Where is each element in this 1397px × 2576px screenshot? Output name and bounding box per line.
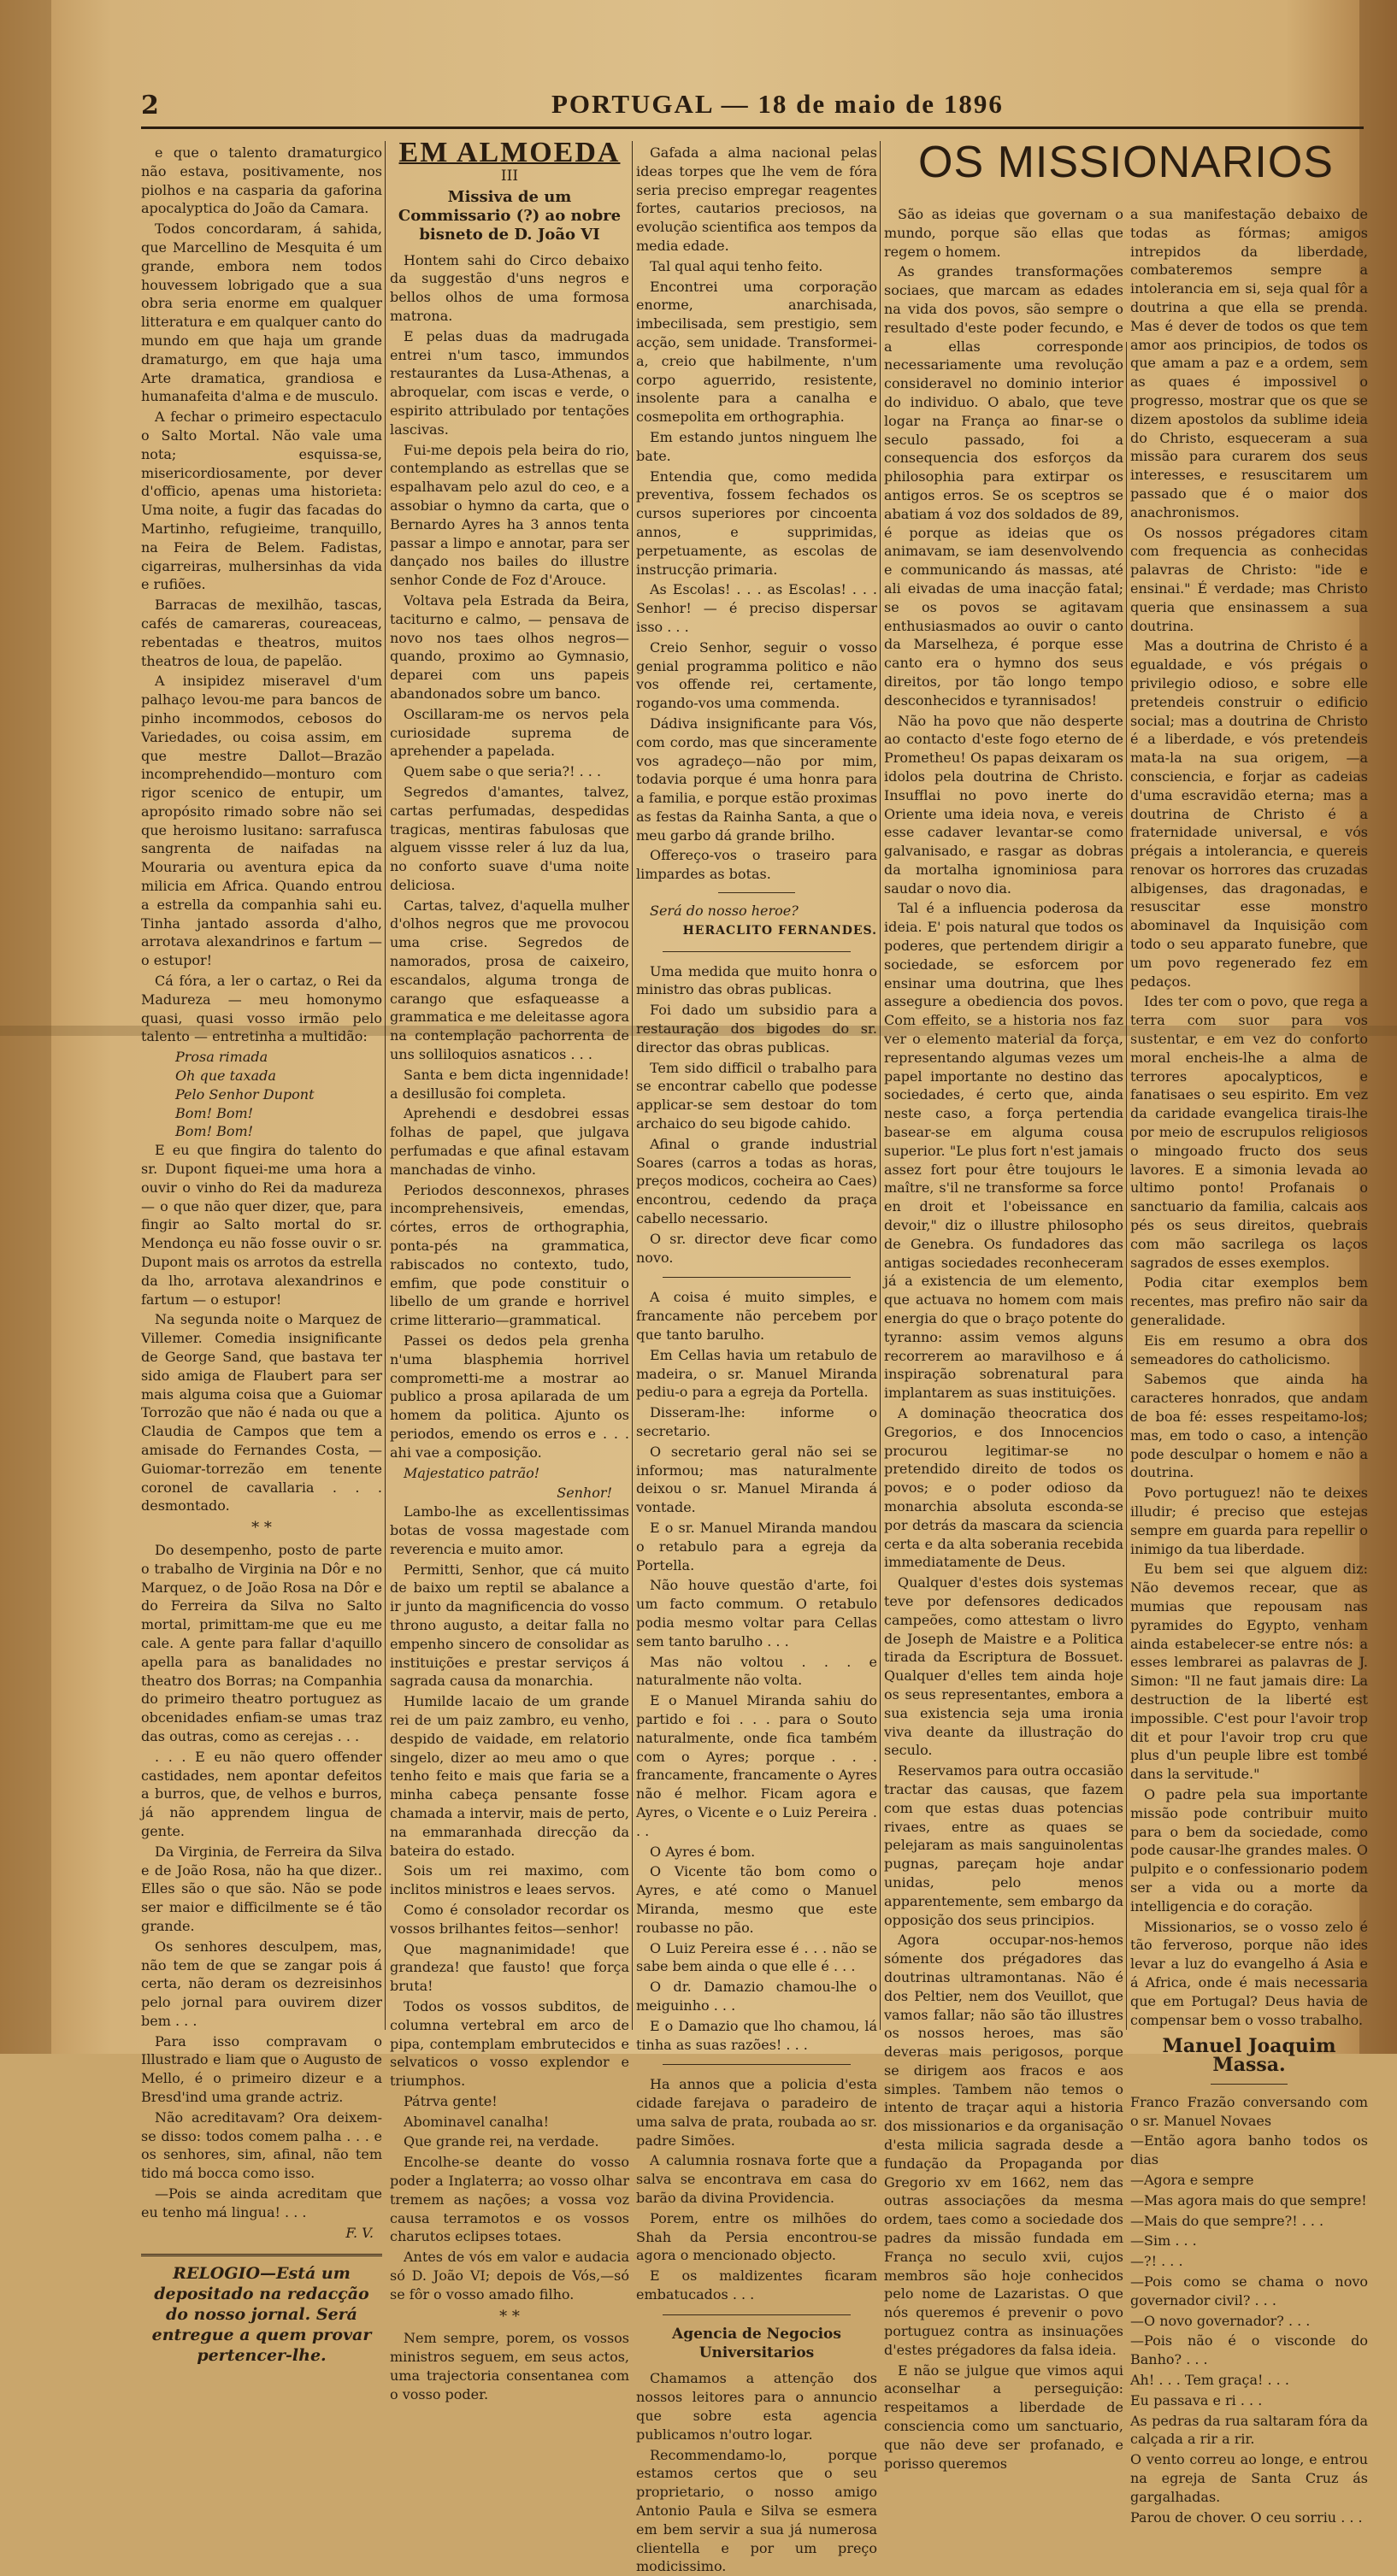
divider	[1211, 2084, 1288, 2085]
paragraph: E os maldizentes ficaram embatucados . . .	[636, 2267, 877, 2303]
column-2	[390, 137, 629, 2403]
dialogue-line: —Sim . . .	[1130, 2232, 1197, 2250]
paragraph: Cartas, talvez, d'aquella mulher d'olhos negros que me provocou uma crise. Segredos de namorados, prosa de caixeiro, escandalos, alguma tronga de carango que esfaqueasse a grammatica e me deleitasse agora na contemplação pachorrenta de uns solliloquios asnaticos . . .	[390, 897, 629, 1063]
verse-line: Bom! Bom!	[175, 1123, 254, 1140]
paragraph: Não acreditavam? Ora deixem-se disso: todos comem palha . . . e os senhores, sim, afinal, não tem tido má bocca como isso.	[141, 2108, 382, 2182]
paragraph: Em Cellas havia um retabulo de madeira, o sr. Manuel Miranda pediu-o para a egreja da Portella.	[636, 1346, 877, 1401]
relogio-notice: RELOGIO—Está um depositado na redacção do nosso jornal. Será entregue a quem provar pertencer-lhe.	[141, 2254, 382, 2366]
paragraph: Creio Senhor, seguir o vosso genial programma politico e não vos offende rei, certamente, rogando-vos uma commenda.	[636, 638, 877, 712]
paragraph: Encontrei uma corporação enorme, anarchisada, imbecilisada, sem prestigio, sem acção, sem unidade. Transformei-a, creio que habilmente, n'um corpo aguerrido, resistente, insolente para a canalha e cosmepolita em orthographia.	[636, 278, 877, 426]
paragraph: Permitti, Senhor, que cá muito de baixo um reptil se abalance a ir junto da magnificencia do vosso throno augusto, a deitar falla no empenho sincero de consolidar as instituições e prestar serviços á sagrada causa da monarchia.	[390, 1561, 629, 1690]
paragraph: A fechar o primeiro espectaculo o Salto Mortal. Não vale uma nota; esquissa-se, misericordiosamente, por dever d'officio, apenas uma historieta: Uma noite, a fugir das facadas do Martinho, refugieime, tranquillo, na Feira de Belem. Fadistas, cigarreiras, mulhersinhas da vida e rufiões.	[141, 409, 382, 593]
paragraph: Os nossos prégadores citam com frequencia as conhecidas palavras de Christo: "ide e ensinai." É verdade; mas Christo queria que ensinassem a sua doutrina.	[1130, 524, 1368, 634]
masthead: PORTUGAL — 18 de maio de 1896	[551, 89, 1004, 119]
paragraph: Reservamos para outra occasião tractar das causas, que fazem com que estas duas potencias rivaes, entre as quaes se pelejaram as mais sanguinolentas pugnas, pareçam hoje andar unidas, pelo menos apparentemente, sem embargo da opposição dos seus principios.	[884, 1762, 1123, 1928]
paragraph: Segredos d'amantes, talvez, cartas perfumadas, despedidas tragicas, mentiras fabulosas que alguem vissse reler á luz da lua, no conforto suave d'uma noite deliciosa.	[390, 783, 629, 893]
dialogue-line: —Pois como se chama o novo governador civil? . . .	[1130, 2273, 1368, 2308]
paragraph: Barracas de mexilhão, tascas, cafés de camareras, coureaceas, rebentadas e theatros, muitos theatros de loua, de papelão.	[141, 597, 382, 669]
paragraph: Eu bem sei que alguem diz: Não devemos recear, que as mumias que repousam nas pyramides do Egypto, venham ainda estabelecer-se entre nós: a esses lembrarei as palavras de J. Simon: "Il ne faut jamais dire: La destruction de la liberté est impossible. C'est pour l'avoir trop dit et pour l'avoir trop cru que plus d'un peuple libre est tombé dans la servitude."	[1130, 1561, 1368, 1783]
paragraph: Sois um rei maximo, com inclitos ministros e leaes servos.	[390, 1862, 629, 1898]
paragraph: O sr. director deve ficar como novo.	[636, 1230, 877, 1266]
paragraph: Recommendamo-lo, porque estamos certos que o seu proprietario, o nosso amigo Antonio Paula e Silva se esmera em bem servir a sua já numerosa clientella e por um preço modicissimo.	[636, 2446, 877, 2575]
paragraph: Todos concordaram, á sahida, que Marcellino de Mesquita é um grande, embora nem todos houvessem lobrigado que a sua obra seria enorme em qualquer litteratura e em qualquer canto do mundo em que haja um grande dramaturgo, em que haja uma Arte dramatica, grandiosa e humanafeita d'alma e de musculo.	[141, 221, 382, 405]
part-number: III	[500, 167, 519, 185]
paragraph: O padre pela sua importante missão pode contribuir muito para o bem da sociedade, como pode causar-lhe grandes males. O pulpito e o confessionario podem ser a vida ou a morte da intelligencia e do coração.	[1130, 1785, 1368, 1914]
paragraph: A calumnia rosnava forte que a salva se encontrava em casa do barão da divina Providencia.	[636, 2152, 877, 2207]
paragraph: Mas não voltou . . . e naturalmente não volta.	[636, 1653, 877, 1689]
paragraph: E o Manuel Miranda sahiu do partido e foi . . . para o Souto naturalmente, onde fica também com o Ayres; porque . . . francamente, francamente o Ayres não é melhor. Ficam agora e Ayres, o Vicente e o Luiz Pereira . . .	[636, 1692, 877, 1839]
paragraph: Ha annos que a policia d'esta cidade farejava o paradeiro de uma salva de prata, roubada ao sr. padre Simões.	[636, 2076, 877, 2149]
paragraph: Povo portuguez! não te deixes illudir; é preciso que estejas sempre em guarda para repellir o inimigo da tua liberdade.	[1130, 1485, 1368, 1557]
paragraph: Pátrva gente!	[404, 2092, 498, 2109]
paragraph: E eu que fingira do talento do sr. Dupont fiquei-me uma hora a ouvir o vinho do Rei da madureza — o que não quer dizer, que, para fingir ao Salto mortal do sr. Mendonça eu não fosse ouvir o sr. Dupont mais os arrotos da estrella da lho, arrotava alexandrinos e fartum — o estupor!	[141, 1142, 382, 1308]
paragraph: Chamamos a attenção dos nossos leitores para o annuncio que sobre esta agencia publicamos n'outro logar.	[636, 2370, 877, 2443]
paragraph: Abominavel canalha!	[404, 2113, 550, 2130]
paragraph: Cá fóra, a ler o cartaz, o Rei da Madureza — meu homonymo quasi, quasi vosso irmão pelo talento — entretinha a multidão:	[141, 973, 382, 1045]
paragraph: Afinal o grande industrial Soares (carros a todas as horas, preços modicos, cocheira ao Caes) encontrou, cedendo da praça cabello necessario.	[636, 1135, 877, 1227]
column-1	[141, 144, 382, 2366]
article-title-missionarios: OS MISSIONARIOS	[918, 138, 1334, 187]
paragraph: O secretario geral não sei se informou; mas naturalmente deixou o sr. Manuel Miranda á vontade.	[636, 1443, 877, 1516]
paragraph: O dr. Damazio chamou-lhe o meiguinho . . .	[636, 1979, 877, 2014]
column-rule	[1126, 342, 1127, 2030]
paragraph: Hontem sahi do Circo debaixo da suggestão d'uns negros e bellos olhos de uma formosa matrona.	[390, 251, 629, 324]
column-5	[1130, 205, 1368, 2526]
paragraph: Na segunda noite o Marquez de Villemer. Comedia insignificante de George Sand, que bastava ter sido amiga de Flaubert para ser mais alguma coisa que a Guiomar Torrozão que não é nada ou que a Claudia de Campos que tem a amisade do Fernandes Costa, — Guiomar-torrezão em tenente coronel de cavallaria . . . desmontado.	[141, 1311, 382, 1514]
paragraph: Agora occupar-nos-hemos sómente dos prégadores das doutrinas ultramontanas. Não é dos Peltier, nem dos Veuillot, que vamos fallar; não são tão illustres os nossos heroes, mas são deveras mais perigosos, porque se dirigem aos fracos e aos simples. Tambem não temos o intento de traçar aqui a historia dos missionarios e da organisação d'esta milicia sagrada desde a fundação da Propaganda por Gregorio xv em 1662, nem das outras associações da mesma ordem, taes como a sociedade dos padres da missão fundada em França no seculo xvii, cujos membros são hoje conhecidos pelo nome de Lazaristas. O que nós queremos é prevenir o povo portuguez contra as insinuações d'estes prégadores da falsa ideia.	[884, 1932, 1123, 2358]
dialogue-line: Franco Frazão conversando com o sr. Manuel Novaes	[1130, 2093, 1368, 2129]
page-number: 2	[141, 91, 159, 121]
divider	[663, 2314, 851, 2315]
dialogue-line: O vento correu ao longe, e entrou na egreja de Santa Cruz ás gargalhadas.	[1130, 2451, 1368, 2505]
article-author: HERACLITO FERNANDES.	[682, 923, 877, 938]
section-stars: * *	[499, 2307, 520, 2326]
paragraph: Para isso compravam o Illustrado e liam que o Augusto de Mello, é o primeiro dizeur e a Bresd'ind uma grande actriz.	[141, 2032, 382, 2106]
paragraph: Dádiva insignificante para Vós, com cordo, mas que sinceramente vos agradeço—não por mim, todavia porque é uma honra para a familia, e porque estão proximas as festas da Rainha Santa, a que o meu garbo dá grande brilho.	[636, 715, 877, 844]
paragraph: Todos os vossos subditos, de columna vertebral em arco de pipa, contemplam embrutecidos e selvaticos o vosso explendor e triumphos.	[390, 1997, 629, 2090]
paragraph: Tem sido difficil o trabalho para se encontrar cabello que podesse applicar-se sem destoar do tom archaico do seu bigode cahido.	[636, 1059, 877, 1132]
paragraph: A coisa é muito simples, e francamente não percebem por que tanto barulho.	[636, 1289, 877, 1344]
paragraph: Porem, entre os milhões do Shah da Persia encontrou-se agora o mencionado objecto.	[636, 2209, 877, 2264]
paragraph: Tal é a influencia poderosa da ideia. E' pois natural que todos os poderes, que pertendem dirigir a sociedade, se esforcem por ensinar uma doutrina, que lhes assegure a obediencia dos povos. Com effeito, se a historia nos faz ver o elemento material da força, representando algumas vezes um papel importante no destino das sociedades, é certo que, ainda neste caso, a força pertendia basear-se em alguma cousa superior. "Le plus fort n'est jamais assez fort pour être toujours le maître, s'il ne transforme sa force en droit et l'obeissance en devoir," diz o illustre philosopho de Genebra. Os fundadores das antigas sociedades reconheceram já a existencia de um elemento, que actuava no homem com mais energia do que o braço potente do tyranno: assim vemos alguns recorrerem ao maravilhoso e á inspiração sobrenatural para implantarem as suas instituições.	[884, 900, 1123, 1402]
paragraph: E não se julgue que vimos aqui aconselhar a perseguição: respeitamos a liberdade de consciencia como um sanctuario, que não deve ser profanado, e porisso queremos	[884, 2361, 1123, 2472]
column-rule	[632, 141, 633, 2030]
paragraph: Fui-me depois pela beira do rio, contemplando as estrellas que se espalhavam pelo azul do ceo, e a assobiar o hymno da carta, que o Bernardo Ayres ha 3 annos tenta passar a limpo e annotar, para ser dançado nos bailes do illustre senhor Conde de Foz d'Arouce.	[390, 441, 629, 589]
paragraph: Não houve questão d'arte, foi um facto commum. O retabulo podia mesmo voltar para Cellas sem tanto barulho . . .	[636, 1577, 877, 1650]
dialogue-line: —?! . . .	[1130, 2253, 1183, 2270]
paragraph: Que grande rei, na verdade.	[404, 2133, 599, 2150]
column-4	[884, 205, 1123, 2472]
paragraph: Entendia que, como medida preventiva, fossem fechados os cursos superiores por cincoenta annos, e supprimidas, perpetuamente, as escolas de instrucção primaria.	[636, 468, 877, 578]
paragraph: Offereço-vos o traseiro para limpardes as botas.	[636, 847, 877, 883]
dialogue-line: Eu passava e ri . . .	[1130, 2391, 1263, 2408]
dialogue-line: As pedras da rua saltaram fóra da calçada a rir a rir.	[1130, 2412, 1368, 2448]
paragraph: Quem sabe o que seria?! . . .	[404, 763, 602, 780]
paragraph: Sabemos que ainda ha caracteres honrados, que andam de boa fé: esses respeitamo-los; mas, em todo o caso, a intenção pode desculpar o homem e não a doutrina.	[1130, 1371, 1368, 1481]
paragraph: Ides ter com o povo, que rega a terra com suor para vos sustentar, e em vez do conforto moral encheis-lhe a alma de terrores apocalypticos, e fanatisaes o seu espirito. Em vez da caridade evangelica tirais-lhe por meio de escrupulos religiosos o mingoado fructo dos seus lavores. E a simonia levada ao ultimo ponto! Profanais o sanctuario da familia, calcais aos pés os seus direitos, quebrais com mão sacrilega os laços sagrados de esses exemplos.	[1130, 993, 1368, 1271]
paragraph: Encolhe-se deante do vosso poder a Inglaterra; ao vosso olhar tremem as nações; a vossa voz causa terramotos e os vossos charutos eclipses totaes.	[390, 2154, 629, 2245]
page-header	[141, 85, 1364, 129]
paragraph: O Ayres é bom.	[650, 1843, 756, 1860]
paragraph: E o sr. Manuel Miranda mandou o retabulo para a egreja da Portella.	[636, 1519, 877, 1573]
paragraph: Os senhores desculpem, mas, não tem de que se zangar pois á certa, não deram os dezreisinhos pelo jornal para ouvirem dizer bem . . .	[141, 1938, 382, 2029]
article-subtitle: Missiva de um Commissario (?) ao nobre bisneto de D. João VI	[398, 187, 622, 244]
paragraph: Periodos desconnexos, phrases incomprehensiveis, emendas, córtes, erros de orthographia, ponta-pés na grammatica, rabiscados no contexto, tudo, emfim, que pode constituir o libello de um grande e horrivel crime litterario—grammatical.	[390, 1181, 629, 1329]
paragraph: Humilde lacaio de um grande rei de um paiz zambro, eu venho, despido de vaidade, em relatorio singelo, dizer ao meu amo o que tenho feito e mais que faria se a minha cabeça pensante fosse chamada a intervir, mais de perto, na emmaranhada direcção da bateira do estado.	[390, 1693, 629, 1859]
paragraph: Da Virginia, de Ferreira da Silva e de João Rosa, não ha que dizer.. Elles são o que são. Não se pode ser maior e difficilmente se é tão grande.	[141, 1843, 382, 1934]
paragraph: Tal qual aqui tenho feito.	[650, 257, 823, 274]
paragraph: Missionarios, se o vosso zelo é tão ferveroso, porque não ides levar a luz do evangelho á Asia e á Africa, onde é mais necessaria que em Portugal? Deus havia de compensar bem o vosso trabalho.	[1130, 1918, 1368, 2028]
paragraph: Aprehendi e desdobrei essas folhas de papel, que julgava perfumadas e que afinal estavam manchadas de vinho.	[390, 1105, 629, 1178]
paragraph: As grandes transformações sociaes, que marcam as edades na vida dos povos, são sempre o resultado d'este poder fecundo, e a ellas corresponde necessariamente uma revolução consideravel no dominio interior do individuo. O abalo, que teve logar na França ao finar-se o seculo passado, foi a consequencia dos esforços da philosophia para extirpar os antigos erros. Se os sceptros se abatiam á voz dos soldados de 89, é porque as ideias que os animavam, se iam desenvolvendo e communicando ás massas, até ali eivadas de uma inacção fatal; se os povos se agitavam enthusiasmados ao ouvir o canto da Marselheza, é porque esse canto era o hymno dos seus direitos, por tão longo tempo desconhecidos e tyrannisados!	[884, 263, 1123, 709]
paragraph: Uma medida que muito honra o ministro das obras publicas.	[636, 962, 877, 998]
salutation: Majestatico patrão!	[404, 1464, 540, 1481]
dialogue-line: Ah! . . . Tem graça! . . .	[1130, 2372, 1289, 2389]
paragraph: As Escolas! . . . as Escolas! . . . Senhor! — é preciso dispersar isso . . .	[636, 581, 877, 635]
dialogue-line: —Mas agora mais do que sempre!	[1130, 2191, 1367, 2208]
paragraph: a sua manifestação debaixo de todas as fórmas; amigos intrepidos da liberdade, combateremos sempre a intolerancia em si, seja qual fôr a doutrina a que ella se prenda. Mas é dever de todos os que tem amor aos principios, de todos os que amam a paz e a ordem, sem as quaes é impossivel o progresso, mostrar que os que se dizem apostolos da sublime ideia do Christo, esqueceram a sua missão para curarem dos seus interesses, e resuscitarem um passado que é o maior dos anachronismos.	[1130, 206, 1368, 520]
paragraph: Mas a doutrina de Christo é a egualdade, e vós prégais o privilegio odioso, e sobre elle pretendeis construir o edificio social; mas a doutrina de Christo é a liberdade, e vós pretendeis mata-la na sua origem, —a consciencia, e forjar as cadeias d'uma escravidão eterna; mas a doutrina de Christo é a fraternidade universal, e vós prégais a intolerancia, e quereis renovar os horrores das cruzadas albigenses, das dragonadas, e resuscitar esse monstro abominavel da Inquisição com todo o seu apparato funebre, que um povo regenerado fez em pedaços.	[1130, 638, 1368, 990]
closing-question: Será do nosso heroe?	[650, 903, 799, 920]
paragraph: Passei os dedos pela grenha n'uma blasphemia horrivel comprometti-me a mostrar ao publico a prosa apilarada de um homem da politica. Ajunto os periodos, emendo os erros e . . . ahi vae a composição.	[390, 1332, 629, 1461]
dialogue-line: Parou de chover. O ceu sorriu . . .	[1130, 2508, 1363, 2526]
paragraph: Oscillaram-me os nervos pela curiosidade suprema de aprehender a papelada.	[390, 705, 629, 760]
paragraph: Voltava pela Estrada da Beira, taciturno e calmo, — pensava de novo nos taes olhos negros—quando, proximo ao Gymnasio, deparei com uns papeis abandonados sobre um banco.	[390, 591, 629, 702]
paragraph: Não ha povo que não desperte ao contacto d'este fogo eterno de Prometheu! Os papas deixaram os idolos pela doutrina de Christo. Insufflai no povo inerte do Oriente uma ideia nova, e vereis esse cadaver levantar-se como galvanisado, e rasgar as dobras da mortalha ignominiosa para saudar o novo dia.	[884, 712, 1123, 897]
paragraph: —Pois se ainda acreditam que eu tenho má lingua! . . .	[141, 2185, 382, 2220]
verse-line: Prosa rimada	[175, 1049, 268, 1066]
paragraph: O Vicente tão bom como o Ayres, e até como o Manuel Miranda, mesmo que este roubasse no pão.	[636, 1863, 877, 1936]
paragraph: Santa e bem dicta ingennidade! a desillusão foi completa.	[390, 1066, 629, 1102]
paragraph: O Luiz Pereira esse é . . . não se sabe bem ainda o que elle é . . .	[636, 1939, 877, 1975]
paragraph: Lambo-lhe as excellentissimas botas de vossa magestade com reverencia e muito amor.	[390, 1503, 629, 1557]
paragraph: Como é consolador recordar os vossos brilhantes feitos—senhor!	[390, 1901, 629, 1937]
paragraph: São as ideias que governam o mundo, porque são ellas que regem o homem.	[884, 206, 1123, 260]
column-3	[636, 144, 877, 2575]
paragraph: E o Damazio que lho chamou, lá tinha as suas razões! . . .	[636, 2017, 877, 2053]
dialogue-line: —O novo governador? . . .	[1130, 2312, 1311, 2329]
paragraph: Gafada a alma nacional pelas ideas torpes que lhe vem de fóra seria preciso empregar reagentes fortes, cautarios preciosos, na evolução scientifica aos tempos da media edade.	[636, 144, 877, 254]
dialogue-line: —Agora e sempre	[1130, 2172, 1254, 2189]
article-signature: Manuel Joaquim Massa.	[1162, 2035, 1336, 2077]
salutation: Senhor!	[557, 1485, 612, 1502]
verse-line: Pelo Senhor Dupont	[175, 1085, 315, 1103]
article-title-em-almoeda: EM ALMOEDA	[398, 137, 621, 168]
section-stars: * *	[251, 1519, 272, 1538]
dialogue-line: —Pois não é o visconde do Banho? . . .	[1130, 2332, 1368, 2368]
divider	[663, 951, 851, 952]
article-signature: F. V.	[345, 2224, 374, 2241]
paragraph: Que magnanimidade! que grandeza! que fausto! que força bruta!	[390, 1940, 629, 1995]
paragraph: Nem sempre, porem, os vossos ministros seguem, em seus actos, uma trajectoria consentanea com o vosso poder.	[390, 2330, 629, 2403]
verse-line: Oh que taxada	[175, 1067, 276, 1085]
agency-heading: Agencia de Negocios Universitarios	[672, 2325, 841, 2361]
dialogue-line: —Então agora banho todos os dias	[1130, 2132, 1368, 2168]
paragraph: Em estando juntos ninguem lhe bate.	[636, 428, 877, 464]
paragraph: Do desempenho, posto de parte o trabalho de Virginia na Dôr e no Marquez, o de João Rosa na Dôr e do Ferreira da Silva no Salto mortal, primittam-me que eu me cale. A gente para fallar d'aquillo apella para as banalidades no theatro dos Borras; na Companhia do primeiro theatro portuguez as obcenidades enfiam-se umas traz das outras, como as cerejas . . .	[141, 1541, 382, 1744]
dialogue-line: —Mais do que sempre?! . . .	[1130, 2212, 1324, 2229]
paragraph: Eis em resumo a obra dos semeadores do catholicismo.	[1130, 1332, 1368, 1367]
verse-line: Bom! Bom!	[175, 1104, 254, 1121]
paragraph: Foi dado um subsidio para a restauração dos bigodes do sr. director das obras publicas.	[636, 1002, 877, 1056]
divider	[663, 2064, 851, 2065]
paragraph: A dominação theocratica dos Gregorios, e dos Innocencios procurou legitimar-se no pretendido direito de todos os povos; e o poder odioso da monarchia absoluta esconda-se por detrás da mascara da sciencia certa e da alta soberania recebida immediatamente de Deus.	[884, 1405, 1123, 1571]
paragraph: e que o talento dramaturgico não estava, positivamente, nos piolhos e na casparia da gaforina apocalyptica do João da Camara.	[141, 144, 382, 217]
paragraph: Antes de vós em valor e audacia só D. João VI; depois de Vós,—só se fôr o vosso amado filho.	[390, 2249, 629, 2303]
divider	[718, 892, 795, 893]
paragraph: E pelas duas da madrugada entrei n'um tasco, immundos restaurantes da Lusa-Athenas, a abroquelar, com iscas e verde, o espirito attribulado por tentações lascivas.	[390, 327, 629, 438]
paragraph: A insipidez miseravel d'um palhaço levou-me para bancos de pinho incommodos, cebosos do Variedades, ou coisa assim, em que mestre Dallot—Brazão incomprehendido—monturo com rigor scenico de entupir, um apropósito rimado sobre não sei que heroismo lusitano: sarrafusca sangrenta de naifadas na Mouraria ou aventura epica da milicia em Africa. Quando entrou a estrella da companhia sahi eu. Tinha jantado assorda d'alho, arrotava alexandrinos e fartum — o estupor!	[141, 673, 382, 969]
paragraph: . . . E eu não quero offender castidades, nem apontar defeitos a burros, que, de velhos e burros, já não apprendem lingua de gente.	[141, 1748, 382, 1839]
column-rule	[385, 141, 386, 2030]
paragraph: Qualquer d'estes dois systemas teve por defensores dedicados campeões, como attestam o livro de Joseph de Maistre e a Politica tirada da Escriptura de Bossuet. Qualquer d'elles tem ainda hoje os seus representantes, embora a sua existencia seja uma ironia viva deante da illustração do seculo.	[884, 1574, 1123, 1759]
divider	[663, 1277, 851, 1278]
paragraph: Disseram-lhe: informe o secretario.	[636, 1404, 877, 1439]
column-rule	[880, 141, 881, 2030]
dialogue-block	[1130, 2093, 1368, 2527]
paragraph: Podia citar exemplos bem recentes, mas prefiro não sair da generalidade.	[1130, 1274, 1368, 1329]
